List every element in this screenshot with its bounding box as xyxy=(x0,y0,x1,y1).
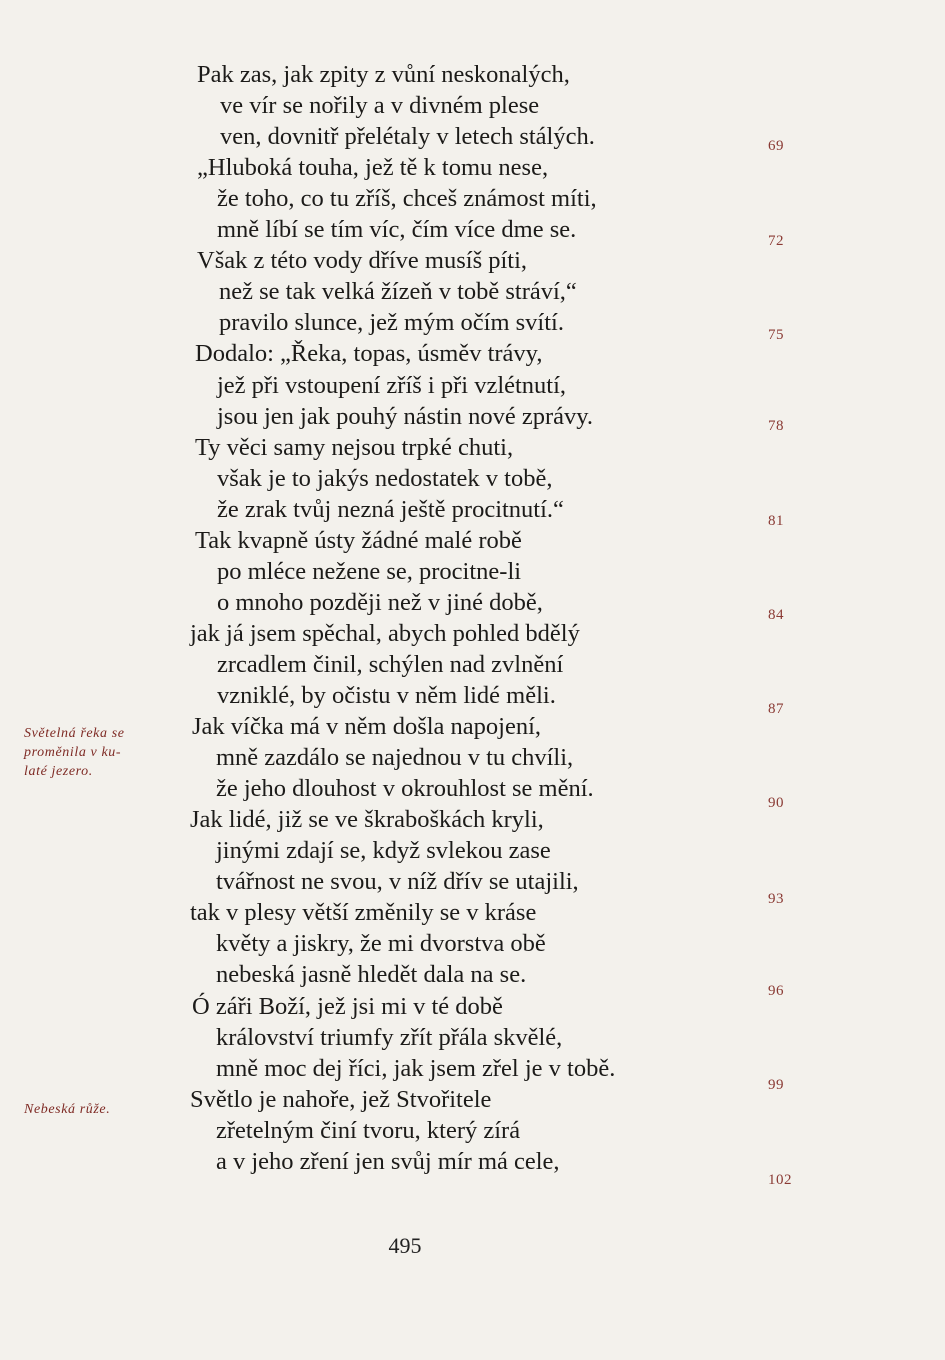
verse-line: Jak lidé, již se ve škraboškách kryli, xyxy=(190,806,544,834)
verse-line: Dodalo: „Řeka, topas, úsměv trávy, xyxy=(195,340,543,368)
verse-line: Však z této vody dříve musíš píti, xyxy=(197,247,528,275)
page-number: 495 xyxy=(388,1233,422,1258)
verse-line: jinými zdají se, když svlekou zase xyxy=(216,837,551,865)
verse-line: že jeho dlouhost v okrouhlost se mění. xyxy=(216,775,594,803)
verse-line: nebeská jasně hledět dala na se. xyxy=(216,961,527,989)
line-number: 87 xyxy=(768,701,784,717)
verse-line: mně moc dej říci, jak jsem zřel je v tobě. xyxy=(216,1054,616,1082)
line-number: 96 xyxy=(768,983,784,999)
verse-line: však je to jakýs nedostatek v tobě, xyxy=(217,464,553,492)
margin-note-line: Světelná řeka se xyxy=(24,726,125,741)
line-number: 78 xyxy=(768,418,784,434)
margin-note-light-river xyxy=(24,724,125,781)
verse-line: Tak kvapně ústy žádné malé robě xyxy=(195,526,522,554)
verse-line: po mléce neženе se, procitne-li xyxy=(217,557,522,585)
line-number: 90 xyxy=(768,795,784,811)
verse-line: než se tak velká žízeň v tobě stráví,“ xyxy=(219,278,577,306)
verse-line: že zrak tvůj nezná ještě procitnutí.“ xyxy=(217,495,564,523)
line-number: 102 xyxy=(768,1172,792,1188)
verse-line: květy a jiskry, že mi dvorstva obě xyxy=(216,930,546,958)
line-number: 72 xyxy=(768,233,784,249)
verse-line: „Hluboká touha, jež tě k tomu nese, xyxy=(197,154,549,182)
line-number: 81 xyxy=(768,513,784,529)
verse-line: že toho, co tu zříš, chceš známost míti, xyxy=(217,185,597,213)
line-number: 69 xyxy=(768,138,784,154)
verse-line: mně zazdálo se najednou v tu chvíli, xyxy=(216,744,574,772)
verse-line: ve vír se nořily a v divném plese xyxy=(220,92,540,120)
verse-line: Světlo je nahoře, jež Stvořitele xyxy=(190,1085,492,1113)
verse-line: pravilo slunce, jež mým očím svítí. xyxy=(219,309,564,337)
verse-line: tvářnost ne svou, v níž dřív se utajili, xyxy=(216,868,579,896)
verse-line: jsou jen jak pouhý nástin nové zprávy. xyxy=(217,402,594,430)
verse-line: mně líbí se tím víc, čím více dme se. xyxy=(217,216,577,244)
margin-note-line: laté jezero. xyxy=(24,764,93,779)
verse-line: Ty věci samy nejsou trpké chuti, xyxy=(195,433,514,461)
verse-line: jak já jsem spěchal, abych pohled bdělý xyxy=(190,619,580,647)
margin-note-line: Nebeská růže. xyxy=(24,1102,111,1117)
line-number: 93 xyxy=(768,891,784,907)
line-number: 99 xyxy=(768,1077,784,1093)
verse-line: o mnoho později než v jiné době, xyxy=(217,588,543,616)
verse-line: jež při vstoupení zříš i při vzlétnutí, xyxy=(217,371,567,399)
margin-note-heavenly-rose xyxy=(24,1100,110,1119)
verse-line: království triumfy zřít přála skvělé, xyxy=(216,1023,563,1051)
verse-line: Pak zas, jak zpity z vůní neskonalých, xyxy=(197,61,570,88)
line-number: 75 xyxy=(768,327,784,343)
verse-line: tak v plesy větší změnily se v kráse xyxy=(190,899,537,927)
verse-line: ven, dovnitř přelétaly v letech stálých. xyxy=(220,123,595,151)
verse-line: vzniklé, by očistu v něm lidé měli. xyxy=(217,682,556,709)
verse-line: Ó záři Boží, jež jsi mi v té době xyxy=(192,992,503,1020)
verse-line: a v jeho zření jen svůj mír má cele, xyxy=(216,1147,560,1175)
margin-note-line: proměnila v ku- xyxy=(24,745,122,760)
verse-line: Jak víčka má v něm došla napojení, xyxy=(192,713,542,741)
line-number: 84 xyxy=(768,607,784,623)
verse-line: zrcadlem činil, schýlen nad zvlnění xyxy=(217,650,564,678)
verse-line: zřetelným činí tvoru, který zírá xyxy=(216,1116,521,1144)
